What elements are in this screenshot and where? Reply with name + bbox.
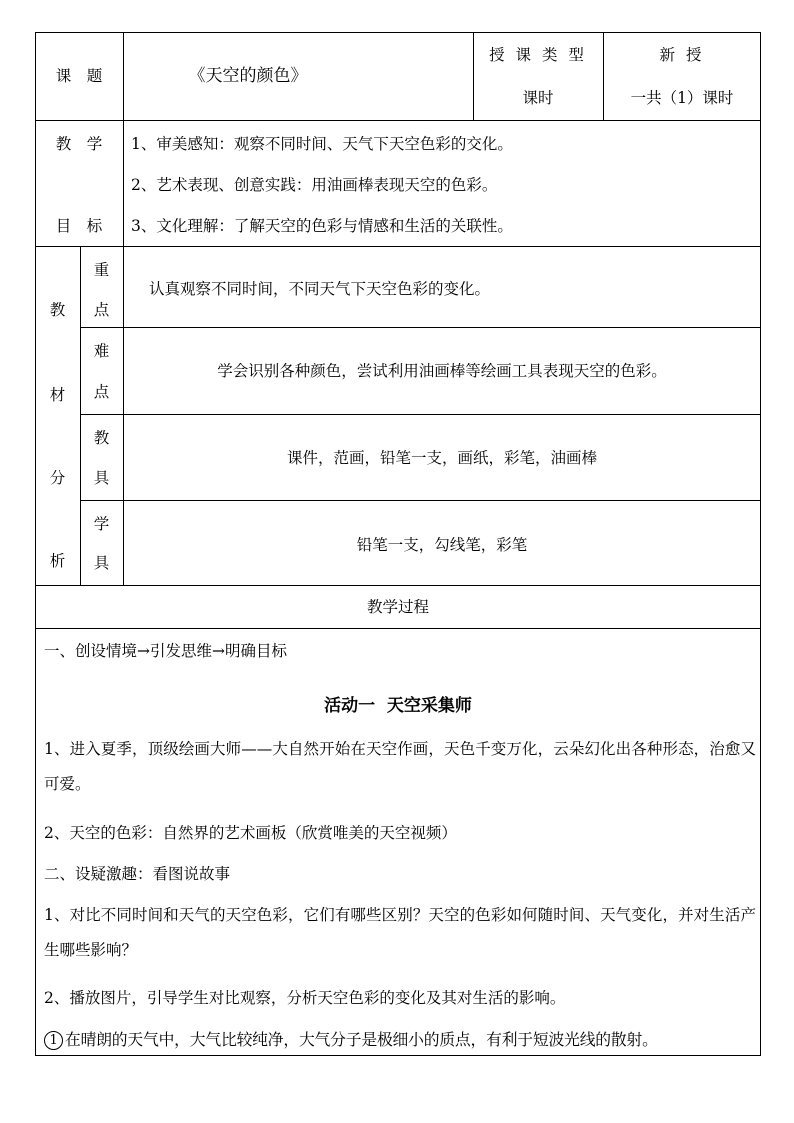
process-paragraph: 2、播放图片，引导学生对比观察，分析天空色彩的变化及其对生活的影响。 xyxy=(44,989,566,1007)
teaching-aids-content: 课件，范画，铅笔一支，画纸，彩笔，油画棒 xyxy=(286,449,597,467)
column-divider xyxy=(123,120,124,247)
row-divider xyxy=(80,327,761,328)
goals-label-bottom: 目 标 xyxy=(55,217,103,235)
process-paragraph: 1、进入夏季，顶级绘画大师——大自然开始在天空作画，天色千变万化，云朵幻化出各种形态，治愈又可爱。 xyxy=(44,740,756,793)
teaching-aids-label-top: 教 xyxy=(93,429,110,447)
learning-aids-content: 铅笔一支，勾线笔，彩笔 xyxy=(356,536,528,554)
analysis-side-char: 材 xyxy=(49,386,66,404)
goal-item: 2、艺术表现、创意实践：用油画棒表现天空的色彩。 xyxy=(131,176,498,194)
difficulty-content: 学会识别各种颜色，尝试利用油画棒等绘画工具表现天空的色彩。 xyxy=(217,362,667,380)
lesson-type-label: 授 课 类 型 xyxy=(489,46,587,64)
process-paragraph: 2、天空的色彩：自然界的艺术画板（欣赏唯美的天空视频） xyxy=(44,824,457,842)
goal-item: 1、审美感知：观察不同时间、天气下天空色彩的交化。 xyxy=(131,135,513,153)
goals-label-top: 教 学 xyxy=(55,135,103,153)
learning-aids-label-bottom: 具 xyxy=(93,554,110,572)
lesson-hours-label: 课时 xyxy=(522,89,554,107)
analysis-side-char: 分 xyxy=(49,469,66,487)
key-points-content: 认真观察不同时间，不同天气下天空色彩的变化。 xyxy=(149,280,491,298)
difficulty-label-bottom: 点 xyxy=(93,383,110,401)
goal-item: 3、文化理解：了解天空的色彩与情感和生活的关联性。 xyxy=(131,217,513,235)
process-heading: 教学过程 xyxy=(366,598,429,616)
lesson-type-value: 新 授 xyxy=(659,46,705,64)
process-step-2: 二、设疑激趣：看图说故事 xyxy=(44,865,231,883)
activity-title: 活动一 天空采集师 xyxy=(324,696,472,716)
analysis-side-char: 析 xyxy=(49,552,66,570)
row-divider xyxy=(35,120,761,121)
topic-label: 课 题 xyxy=(55,67,103,85)
row-divider xyxy=(35,246,761,247)
topic-title: 《天空的颜色》 xyxy=(188,66,308,86)
teaching-aids-label-bottom: 具 xyxy=(93,469,110,487)
process-step-1: 一、创设情境→引发思维→明确目标 xyxy=(44,642,287,660)
process-paragraph-numbered xyxy=(44,1030,658,1050)
row-divider xyxy=(35,628,761,629)
column-divider xyxy=(80,246,81,586)
row-divider xyxy=(80,414,761,415)
lesson-hours-value: 一共（1）课时 xyxy=(630,89,734,107)
row-divider xyxy=(80,500,761,501)
process-paragraph-text: 在晴朗的天气中，大气比较纯净，大气分子是极细小的质点，有利于短波光线的散射。 xyxy=(65,1030,658,1049)
difficulty-label-top: 难 xyxy=(93,342,110,360)
learning-aids-label-top: 学 xyxy=(93,515,110,533)
key-points-label-bottom: 点 xyxy=(93,301,110,319)
row-divider xyxy=(35,585,761,586)
process-paragraph: 1、对比不同时间和天气的天空色彩，它们有哪些区别？天空的色彩如何随时间、天气变化，并对生活产生哪些影响？ xyxy=(44,906,756,959)
key-points-label-top: 重 xyxy=(93,261,110,279)
circled-number-badge: 1 xyxy=(44,1031,63,1050)
analysis-side-char: 教 xyxy=(49,301,66,319)
